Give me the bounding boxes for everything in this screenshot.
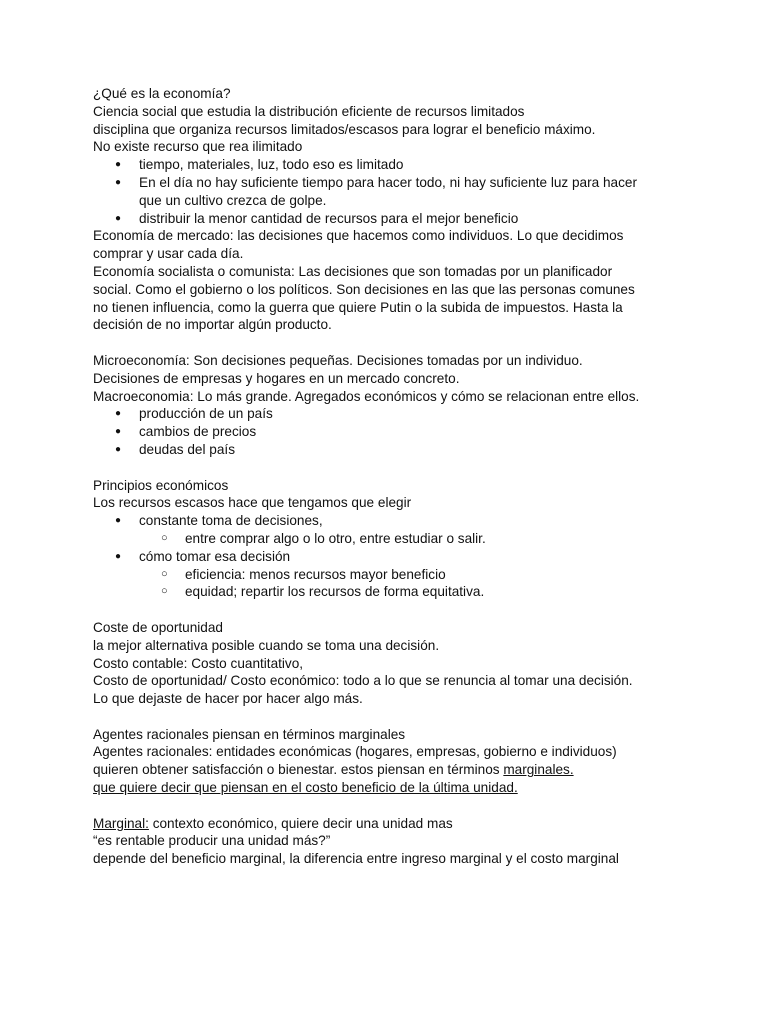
document-page <box>93 85 693 868</box>
bullet-item: ● En el día no hay suficiente tiempo para hacer todo, ni hay suficiente luz para hacer <box>93 174 693 192</box>
bullet-item: ● tiempo, materiales, luz, todo eso es limitado <box>93 156 693 174</box>
bullet-item: ● cambios de precios <box>93 423 693 441</box>
text-line: Costo contable: Costo cuantitativo, <box>93 655 304 671</box>
underlined-term: Marginal: <box>93 815 149 831</box>
text-line: Economía socialista o comunista: Las decisiones que son tomadas por un planificador <box>93 263 613 279</box>
text-line: “es rentable producir una unidad más?” <box>93 833 331 849</box>
heading-coste-oportunidad: Coste de oportunidad <box>93 619 223 635</box>
text-line: Lo que dejaste de hacer por hacer algo más. <box>93 691 363 707</box>
sub-bullet-item: ○ equidad; repartir los recursos de forma equitativa. <box>93 583 693 601</box>
text-line <box>93 761 693 779</box>
text-line: decisión de no importar algún producto. <box>93 317 332 333</box>
text-line: Costo de oportunidad/ Costo económico: todo a lo que se renuncia al tomar una decisión. <box>93 673 633 689</box>
text-line: Macroeconomia: Lo más grande. Agregados económicos y cómo se relacionan entre ellos. <box>93 388 640 404</box>
heading-principios-economicos: Principios económicos <box>93 477 229 493</box>
spacer <box>93 601 693 619</box>
bullet-item: ● producción de un país <box>93 405 693 423</box>
text-line: comprar y usar cada día. <box>93 246 244 262</box>
text-line: depende del beneficio marginal, la diferencia entre ingreso marginal y el costo marginal <box>93 851 619 867</box>
text-span: contexto económico, quiere decir una unidad mas <box>148 815 453 831</box>
bullet-item-continuation: que un cultivo crezca de golpe. <box>139 192 327 208</box>
spacer <box>93 708 693 726</box>
text-span: quieren obtener satisfacción o bienestar. estos piensan en términos <box>93 762 504 778</box>
text-line: la mejor alternativa posible cuando se toma una decisión. <box>93 637 440 653</box>
bullet-item: ● deudas del país <box>93 441 693 459</box>
heading-que-es-economia: ¿Qué es la economía? <box>93 86 231 101</box>
text-line: no tienen influencia, como la guerra que quiere Putin o la subida de impuestos. Hasta la <box>93 299 623 315</box>
text-line: Los recursos escasos hace que tengamos que elegir <box>93 495 412 511</box>
sub-bullet-item: ○ eficiencia: menos recursos mayor beneficio <box>93 566 693 584</box>
text-line: Economía de mercado: las decisiones que hacemos como individuos. Lo que decidimos <box>93 228 624 244</box>
spacer <box>93 797 693 815</box>
bullet-item: ● cómo tomar esa decisión <box>93 548 693 566</box>
text-line: Agentes racionales: entidades económicas (hogares, empresas, gobierno e individuos) <box>93 744 617 760</box>
underlined-term: marginales. <box>503 762 574 778</box>
spacer <box>93 334 693 352</box>
bullet-item: ● constante toma de decisiones, <box>93 512 693 530</box>
text-line: Microeconomía: Son decisiones pequeñas. Decisiones tomadas por un individuo. <box>93 352 583 368</box>
text-line: disciplina que organiza recursos limitados/escasos para lograr el beneficio máximo. <box>93 121 596 137</box>
text-line <box>93 815 693 833</box>
bullet-item: ● distribuir la menor cantidad de recursos para el mejor beneficio <box>93 210 693 228</box>
text-line: Ciencia social que estudia la distribución eficiente de recursos limitados <box>93 103 525 119</box>
text-line: Decisiones de empresas y hogares en un mercado concreto. <box>93 370 460 386</box>
sub-bullet-item: ○ entre comprar algo o lo otro, entre estudiar o salir. <box>93 530 693 548</box>
spacer <box>93 459 693 477</box>
text-line: social. Como el gobierno o los políticos. Son decisiones en las que las personas comunes <box>93 281 635 297</box>
heading-agentes-racionales: Agentes racionales piensan en términos marginales <box>93 726 406 742</box>
text-line: No existe recurso que rea ilimitado <box>93 139 303 155</box>
underlined-line: que quiere decir que piensan en el costo beneficio de la última unidad. <box>93 780 518 796</box>
